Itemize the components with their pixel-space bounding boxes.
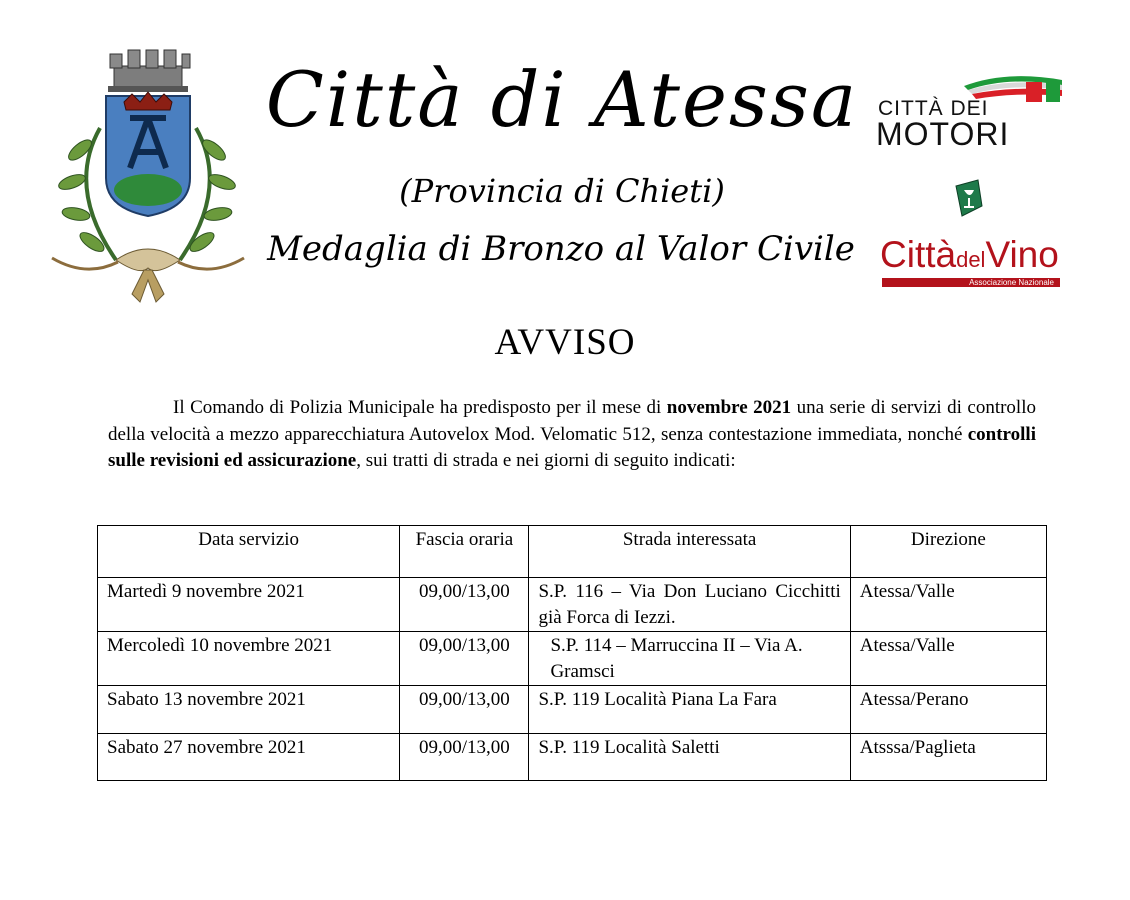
- vino-logo-prefix: Città: [880, 234, 957, 275]
- wine-glass-icon: [950, 176, 984, 220]
- paragraph-bold-checks: controlli sulle revisioni ed assicurazione: [108, 423, 1036, 471]
- paragraph-bold-month: novembre 2021: [666, 397, 792, 418]
- cell-road: S.P. 114 – Marruccina II – Via A. Gramsci: [529, 632, 850, 686]
- crest-icon: [46, 48, 246, 310]
- motori-logo-line1: CITTÀ DEI: [878, 97, 989, 120]
- service-schedule-table: [97, 525, 1047, 781]
- cell-time: 09,00/13,00: [400, 578, 529, 632]
- notice-paragraph: [108, 395, 1036, 475]
- cell-direction: Atessa/Perano: [850, 686, 1046, 734]
- cell-direction: Atessa/Valle: [850, 578, 1046, 632]
- column-header-road: Strada interessata: [529, 526, 850, 578]
- cell-time: 09,00/13,00: [400, 734, 529, 781]
- town-title: Città di Atessa: [265, 55, 859, 144]
- vino-logo-subline: Associazione Nazionale: [882, 278, 1060, 287]
- cell-time: 09,00/13,00: [400, 686, 529, 734]
- motori-logo-line2: MOTORI: [876, 116, 1010, 152]
- vino-logo-middle: del: [956, 247, 986, 272]
- table-row: [98, 578, 1047, 632]
- cell-time: 09,00/13,00: [400, 632, 529, 686]
- paragraph-text: una serie di servizi di controllo della velocità a mezzo apparecchiatura Autovelox Mod. Velomatic 512, senza contestazione immediata, nonché: [108, 397, 1036, 445]
- table-row: [98, 632, 1047, 686]
- cell-date: Sabato 13 novembre 2021: [98, 686, 400, 734]
- paragraph-text: , sui tratti di strada e nei giorni di seguito indicati:: [356, 450, 736, 471]
- column-header-time: Fascia oraria: [400, 526, 529, 578]
- cell-road: S.P. 119 Località Piana La Fara: [529, 686, 850, 734]
- cell-road: S.P. 116 – Via Don Luciano Cicchitti già Forca di Iezzi.: [529, 578, 850, 632]
- notice-heading: AVVISO: [494, 322, 636, 363]
- medal-subtitle: Medaglia di Bronzo al Valor Civile: [267, 229, 855, 269]
- vino-logo-suffix: Vino: [985, 234, 1059, 275]
- table-row: [98, 734, 1047, 781]
- table-header-row: [98, 526, 1047, 578]
- citta-del-vino-logo: [880, 236, 1064, 292]
- cell-direction: Atsssa/Paglieta: [850, 734, 1046, 781]
- citta-dei-motori-logo: [876, 72, 1066, 152]
- column-header-date: Data servizio: [98, 526, 400, 578]
- cell-direction: Atessa/Valle: [850, 632, 1046, 686]
- cell-date: Martedì 9 novembre 2021: [98, 578, 400, 632]
- cell-date: Sabato 27 novembre 2021: [98, 734, 400, 781]
- cell-date: Mercoledì 10 novembre 2021: [98, 632, 400, 686]
- cell-road: S.P. 119 Località Saletti: [529, 734, 850, 781]
- province-subtitle: (Provincia di Chieti): [399, 172, 725, 210]
- table-row: [98, 686, 1047, 734]
- paragraph-text: Il Comando di Polizia Municipale ha predisposto per il mese di: [173, 397, 667, 418]
- column-header-direction: Direzione: [850, 526, 1046, 578]
